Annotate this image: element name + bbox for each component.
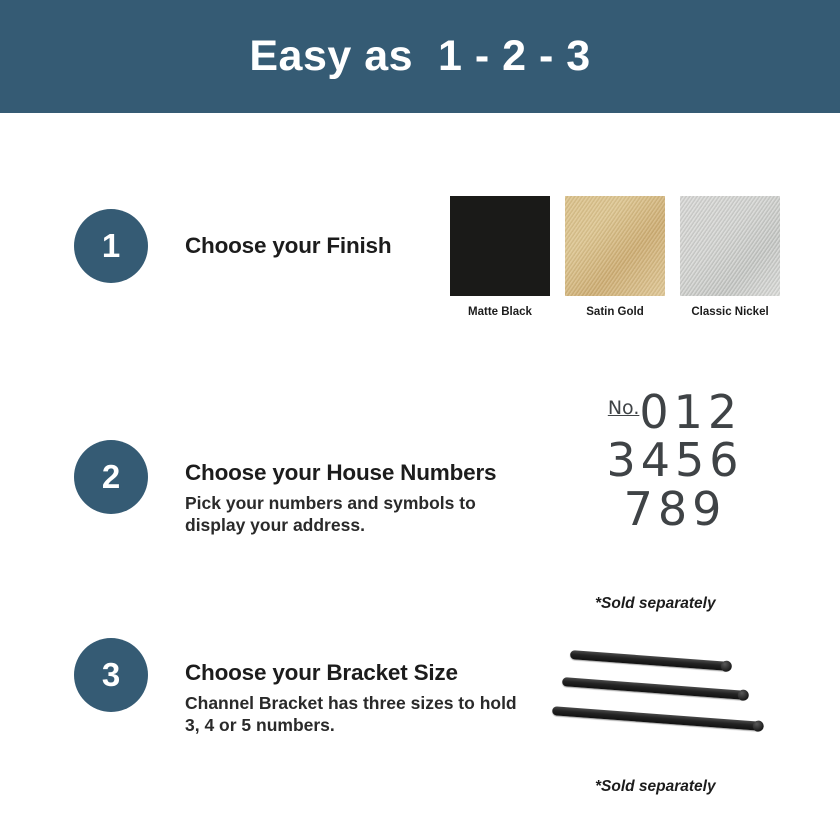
page-title: Easy as 1 - 2 - 3 bbox=[249, 32, 591, 80]
finish-swatch-group bbox=[450, 196, 780, 318]
step-3-title: Choose your Bracket Size bbox=[185, 660, 458, 685]
step-1-row bbox=[0, 183, 840, 328]
step-3-subtitle: Channel Bracket has three sizes to hold 3, 4 or 5 numbers. bbox=[185, 693, 517, 736]
bracket-illustration bbox=[548, 644, 808, 754]
step-3-sold-separately-note: *Sold separately bbox=[595, 778, 716, 795]
step-2-badge: 2 bbox=[74, 440, 148, 514]
step-1-title: Choose your Finish bbox=[185, 233, 392, 258]
step-3-badge: 3 bbox=[74, 638, 148, 712]
bracket-large bbox=[552, 706, 762, 731]
finish-option-classic-nickel[interactable] bbox=[680, 196, 780, 318]
step-2-sold-separately-note: *Sold separately bbox=[595, 595, 716, 612]
finish-label-matte-black: Matte Black bbox=[468, 306, 532, 318]
step-1-badge: 1 bbox=[74, 209, 148, 283]
step-3-row bbox=[0, 630, 840, 820]
finish-label-satin-gold: Satin Gold bbox=[586, 306, 644, 318]
bracket-medium bbox=[562, 677, 747, 700]
house-numbers-digits-1: 012 bbox=[639, 385, 743, 439]
house-numbers-line-3: 789 bbox=[623, 481, 727, 536]
bracket-small bbox=[570, 650, 730, 671]
house-numbers-illustration bbox=[560, 385, 790, 536]
step-2-title: Choose your House Numbers bbox=[185, 460, 497, 485]
house-numbers-line-1 bbox=[560, 385, 790, 439]
step-2-subtitle: Pick your numbers and symbols to display your address. bbox=[185, 493, 476, 536]
finish-swatch-matte-black[interactable] bbox=[450, 196, 550, 296]
house-numbers-prefix: No. bbox=[607, 397, 640, 419]
page-header bbox=[0, 0, 840, 113]
finish-swatch-satin-gold[interactable] bbox=[565, 196, 665, 296]
step-2-row bbox=[0, 380, 840, 625]
house-numbers-line-2: 3456 bbox=[606, 433, 744, 488]
finish-option-satin-gold[interactable] bbox=[565, 196, 665, 318]
finish-label-classic-nickel: Classic Nickel bbox=[691, 306, 769, 318]
finish-swatch-classic-nickel[interactable] bbox=[680, 196, 780, 296]
finish-option-matte-black[interactable] bbox=[450, 196, 550, 318]
